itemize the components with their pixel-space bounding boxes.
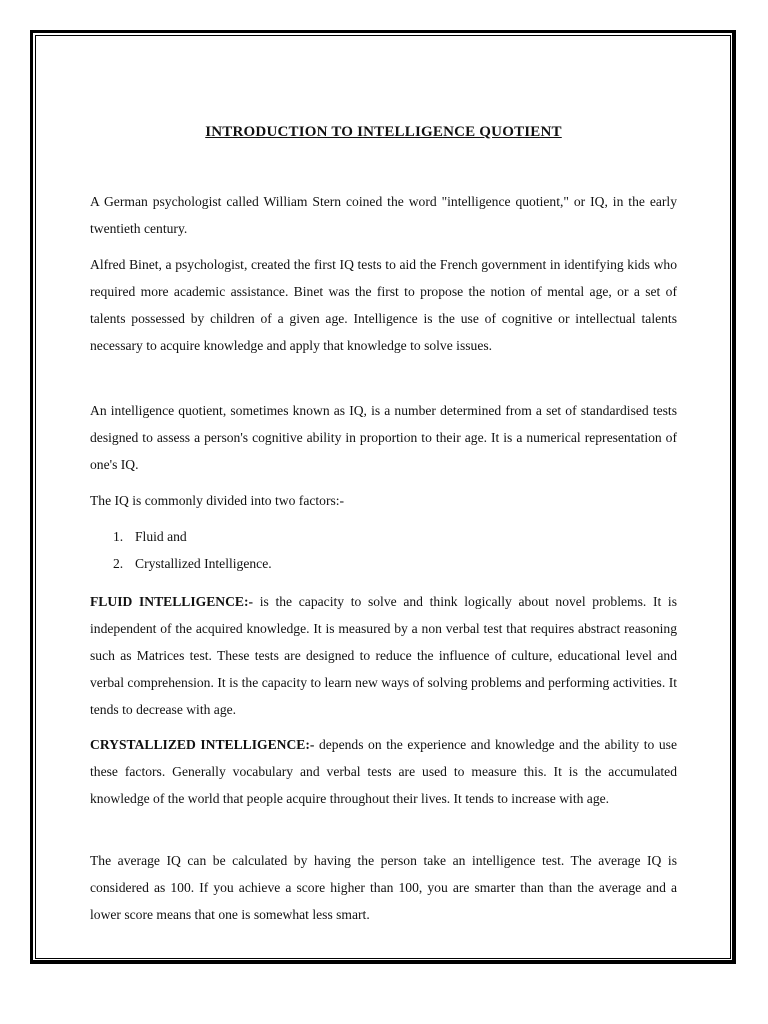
document-title: INTRODUCTION TO INTELLIGENCE QUOTIENT	[205, 124, 562, 140]
paragraph-average-iq: The average IQ can be calculated by having the person take an intelligence test. The average IQ is considered as 100. If you achieve a score higher than 100, you are smarter than than the average and a lower score means that one is somewhat less smart.	[90, 853, 677, 922]
fluid-intelligence-term: FLUID INTELLIGENCE:-	[90, 594, 254, 609]
list-item-text: Fluid and	[135, 529, 187, 544]
crystallized-intelligence-text: depends on the experience and knowledge and the ability to use these factors. Generally vocabulary and verbal tests are used to measure this. It is the accumulated knowledge of the world that people acquire throughout their lives. It tends to increase with age.	[90, 737, 677, 806]
paragraph-factors-intro: The IQ is commonly divided into two factors:-	[90, 493, 345, 508]
crystallized-intelligence-term: CRYSTALLIZED INTELLIGENCE:-	[90, 737, 315, 752]
factors-list	[90, 523, 272, 577]
list-item-text: Crystallized Intelligence.	[135, 556, 272, 571]
paragraph-definition: An intelligence quotient, sometimes known as IQ, is a number determined from a set of standardised tests designed to assess a person's cognitive ability in proportion to their age. It is a numerical representation of one's IQ.	[90, 403, 677, 472]
list-item-number: 2.	[113, 556, 124, 571]
list-item-number: 1.	[113, 529, 124, 544]
list-item	[90, 550, 272, 577]
paragraph-crystallized-intelligence	[90, 731, 677, 812]
fluid-intelligence-text: is the capacity to solve and think logically about novel problems. It is independent of the acquired knowledge. It is measured by a non verbal test that requires abstract reasoning such as Matrices test. These tests are designed to reduce the influence of culture, educational level and verbal comprehension. It is the capacity to learn new ways of solving problems and performing activities. It tends to decrease with age.	[90, 594, 677, 717]
paragraph-origin: A German psychologist called William Stern coined the word "intelligence quotient," or IQ, in the early twentieth century.	[90, 194, 677, 236]
list-item	[90, 523, 272, 550]
paragraph-binet: Alfred Binet, a psychologist, created the first IQ tests to aid the French government in identifying kids who required more academic assistance. Binet was the first to propose the notion of mental age, or a set of talents possessed by children of a given age. Intelligence is the use of cognitive or intellectual talents necessary to acquire knowledge and apply that knowledge to solve issues.	[90, 257, 677, 353]
paragraph-fluid-intelligence	[90, 588, 677, 723]
